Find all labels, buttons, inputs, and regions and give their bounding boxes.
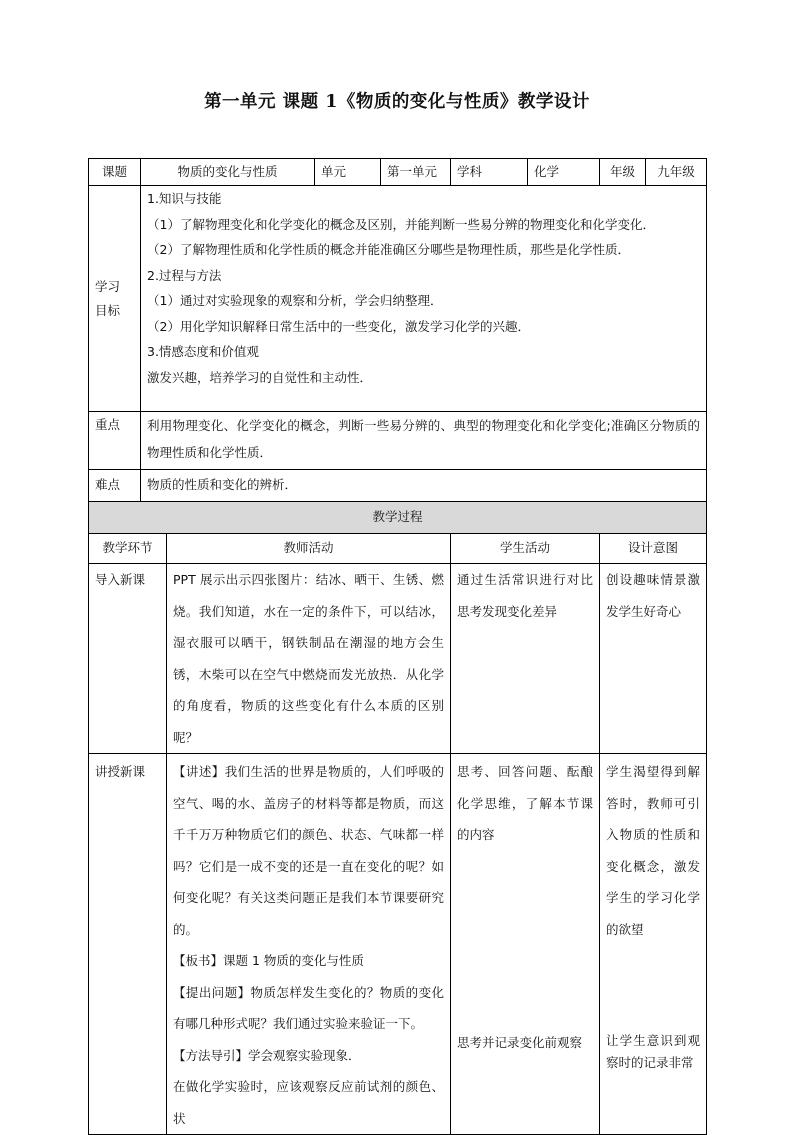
goals-label-text: 学习目标 [95, 278, 121, 318]
goal-line: 1.知识与技能 [147, 191, 222, 206]
process-section-title: 教学过程 [89, 502, 707, 534]
goals-content [141, 186, 707, 412]
teacher-activity-new-lesson [167, 754, 451, 1135]
design-intent-text: 学生渴望得到解答时，教师可引入物质的性质和变化概念，激发学生的学习化学的欲望 [606, 764, 701, 937]
goal-line: 3.情感态度和价值观 [147, 344, 259, 359]
student-activity-new-lesson [451, 754, 600, 1135]
difficulties-label: 难点 [89, 470, 141, 502]
topic-label: 课题 [89, 159, 141, 186]
teacher-paragraph: 【提出问题】物质怎样发生变化的？物质的变化有哪几种形式呢？我们通过实验来验证一下。 [173, 984, 445, 1031]
subject-label: 学科 [451, 159, 528, 186]
grade-label: 年级 [600, 159, 646, 186]
topic-value: 物质的变化与性质 [141, 159, 315, 186]
lesson-plan-table [88, 158, 707, 1135]
key-points-text: 利用物理变化、化学变化的概念，判断一些易分辨的、典型的物理变化和化学变化;准确区分物质的物理性质和化学性质． [141, 412, 707, 470]
col-header-stage: 教学环节 [89, 534, 167, 564]
goal-line: 激发兴趣，培养学习的自觉性和主动性． [147, 369, 373, 385]
goal-line: （1）通过对实验现象的观察和分析，学会归纳整理． [147, 293, 443, 308]
teacher-paragraph: 【讲述】我们生活的世界是物质的，人们呼吸的空气、喝的水、盖房子的材料等都是物质，而这千千万万种物质它们的颜色、状态、气味都一样吗？它们是一成不变的还是一直在变化的呢？如何变化呢？有关这类问题正是我们本节课要研究的。 [173, 764, 445, 937]
subject-value: 化学 [528, 159, 600, 186]
goal-line: 2.过程与方法 [147, 267, 222, 283]
design-intent-new-lesson [600, 754, 707, 1135]
col-header-intent: 设计意图 [600, 534, 707, 564]
unit-label: 单元 [315, 159, 381, 186]
student-activity-text: 思考、回答问题、酝酿化学思维，了解本节课的内容 [457, 764, 594, 842]
goal-line: （2）了解物理性质和化学性质的概念并能准确区分哪些是物理性质，那些是化学性质． [147, 242, 630, 257]
teacher-paragraph: 在做化学实验时，应该观察反应前试剂的颜色、状 [173, 1079, 445, 1126]
col-header-student: 学生活动 [451, 534, 600, 564]
student-activity-intro: 通过生活常识进行对比思考发现变化差异 [451, 564, 600, 754]
key-points-label: 重点 [89, 412, 141, 470]
teacher-activity-intro: PPT 展示出示四张图片：结冰、晒干、生锈、燃烧。我们知道，水在一定的条件下，可以结冰，湿衣服可以晒干，钢铁制品在潮湿的地方会生锈，木柴可以在空气中燃烧而发光放热．从化学的角度看，物质的这些变化有什么本质的区别呢？ [167, 564, 451, 754]
grade-value: 九年级 [646, 159, 707, 186]
col-header-teacher: 教师活动 [167, 534, 451, 564]
design-intent-text-2: 让学生意识到观察时的记录非常 [606, 1033, 701, 1070]
design-intent-intro: 创设趣味情景激发学生好奇心 [600, 564, 707, 754]
goal-line: （2）用化学知识解释日常生活中的一些变化，激发学习化学的兴趣． [147, 318, 530, 334]
teacher-paragraph: 【方法导引】学会观察实验现象． [173, 1047, 361, 1063]
stage-new-lesson: 讲授新课 [89, 754, 167, 1135]
unit-value: 第一单元 [381, 159, 451, 186]
teacher-paragraph: 【板书】课题 1 物质的变化与性质 [173, 953, 364, 968]
goals-label [89, 186, 141, 412]
goal-line: （1）了解物理变化和化学变化的概念及区别，并能判断一些易分辨的物理变化和化学变化． [147, 216, 655, 232]
student-activity-text-2: 思考并记录变化前观察 [457, 1035, 583, 1050]
document-title: 第一单元 课题 1《物质的变化与性质》教学设计 [204, 92, 590, 112]
difficulties-text: 物质的性质和变化的辨析． [141, 470, 707, 502]
stage-intro: 导入新课 [89, 564, 167, 754]
lesson-plan-sheet [88, 158, 706, 1126]
